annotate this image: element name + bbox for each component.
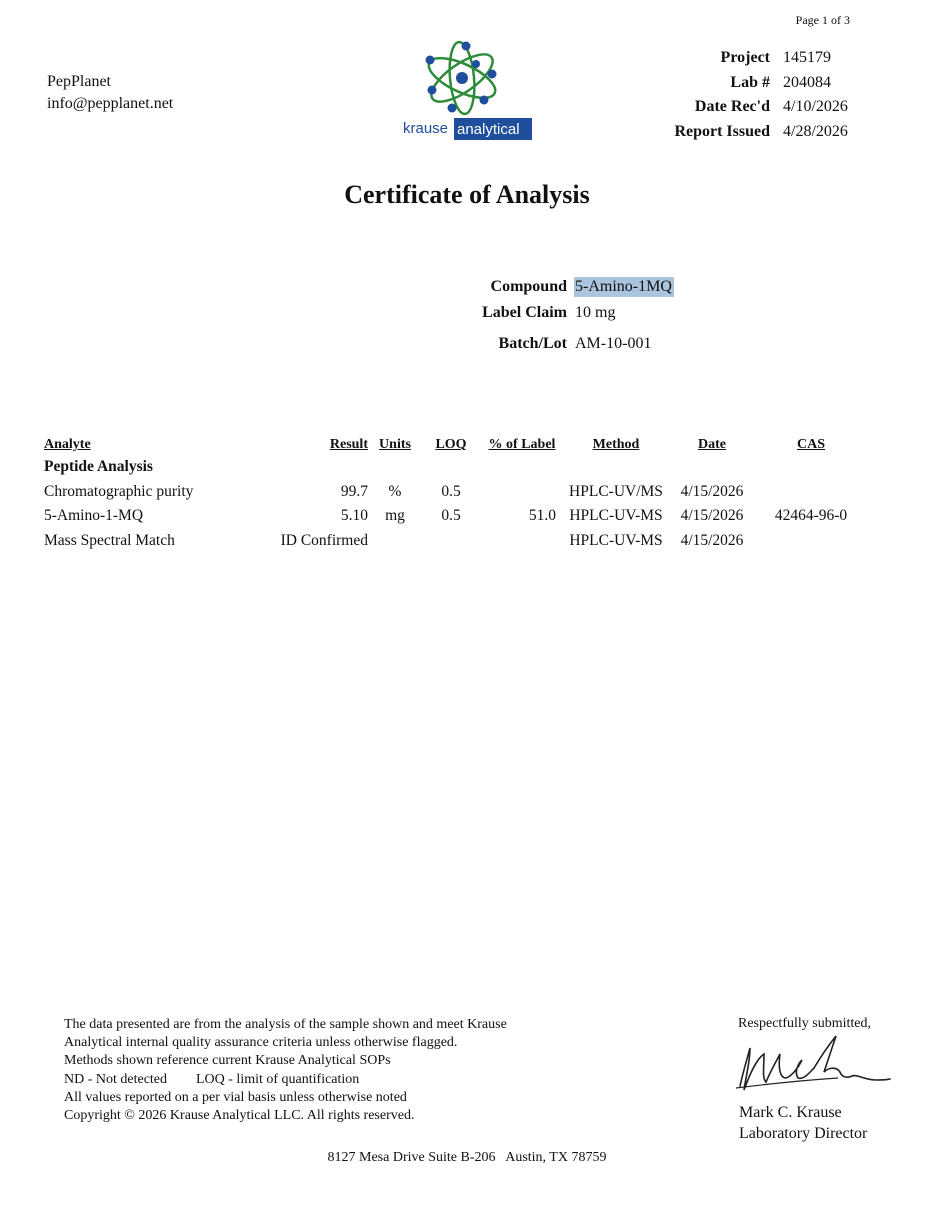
report-info-row	[640, 71, 903, 96]
project-value: 145179	[783, 49, 831, 67]
note-line: Methods shown reference current Krause Analytical SOPs	[64, 1053, 391, 1069]
lab-number-value: 204084	[783, 73, 831, 91]
header-pct-label: % of Label	[488, 437, 556, 452]
note-nd: ND - Not detected	[64, 1071, 168, 1087]
header-analyte: Analyte	[44, 437, 91, 452]
cell-result: 99.7	[340, 482, 368, 500]
cell-date: 4/15/2026	[680, 531, 744, 549]
footnotes	[64, 1016, 507, 1125]
cell-pct-label: 51.0	[528, 507, 556, 525]
header-loq: LOQ	[435, 437, 467, 452]
label-claim-row	[400, 300, 674, 326]
cell-loq: 0.5	[441, 507, 461, 525]
krause-analytical-logo	[400, 36, 540, 146]
cell-cas	[752, 480, 870, 505]
cell-method: HPLC-UV/MS	[569, 482, 663, 500]
note-loq: LOQ - limit of quantification	[196, 1071, 360, 1087]
cell-analyte: Mass Spectral Match	[44, 531, 175, 549]
header-date: Date	[698, 437, 726, 452]
signature-image	[728, 1028, 893, 1100]
cell-cas: 42464-96-0	[774, 507, 848, 525]
date-received-label: Date Rec'd	[694, 98, 770, 116]
note-abbreviations	[64, 1071, 507, 1089]
header-method: Method	[592, 437, 640, 452]
page-title: Certificate of Analysis	[344, 180, 590, 209]
cell-units: %	[388, 482, 402, 500]
batch-value: AM-10-001	[575, 335, 652, 352]
report-info	[640, 46, 903, 144]
page-number: Page 1 of 3	[795, 13, 850, 27]
header-units: Units	[379, 437, 411, 452]
footer-address: 8127 Mesa Drive Suite B-206 Austin, TX 78759	[327, 1150, 607, 1165]
cell-pct-label	[484, 480, 560, 505]
signer-block	[739, 1102, 867, 1144]
cell-units	[372, 529, 418, 554]
compound-row	[400, 274, 674, 300]
header-cas: CAS	[796, 437, 825, 452]
section-row	[40, 455, 870, 480]
lab-number-label: Lab #	[730, 73, 770, 91]
cell-loq: 0.5	[441, 482, 461, 500]
report-issued-label: Report Issued	[674, 122, 770, 140]
signer-name: Mark C. Krause	[739, 1104, 842, 1121]
note-line: All values reported on a per vial basis unless otherwise noted	[64, 1089, 407, 1105]
note-line: The data presented are from the analysis of the sample shown and meet Krause	[64, 1017, 507, 1032]
cell-loq	[418, 529, 484, 554]
cell-cas	[752, 529, 870, 554]
report-issued-value: 4/28/2026	[783, 122, 848, 140]
logo-word-2: analytical	[457, 121, 520, 138]
logo-word-1: krause	[403, 120, 449, 137]
cell-analyte: 5-Amino-1-MQ	[44, 507, 144, 525]
label-claim-value: 10 mg	[575, 304, 616, 321]
section-title: Peptide Analysis	[44, 458, 153, 476]
cell-method: HPLC-UV-MS	[569, 507, 663, 525]
date-received-value: 4/10/2026	[783, 98, 848, 116]
cell-pct-label	[484, 529, 560, 554]
client-name: PepPlanet	[47, 73, 111, 90]
cell-units: mg	[385, 507, 405, 525]
report-info-row	[640, 46, 903, 71]
compound-label: Compound	[490, 278, 567, 295]
report-info-row	[640, 120, 903, 145]
project-label: Project	[720, 49, 770, 67]
cell-analyte: Chromatographic purity	[44, 482, 194, 500]
table-row	[40, 529, 870, 554]
table-row	[40, 504, 870, 529]
cell-date: 4/15/2026	[680, 482, 744, 500]
table-row	[40, 480, 870, 505]
signature-closing: Respectfully submitted,	[738, 1016, 871, 1031]
batch-row	[400, 326, 674, 359]
results-table	[40, 431, 870, 553]
sample-info	[400, 274, 674, 359]
report-info-row	[640, 95, 903, 120]
batch-label: Batch/Lot	[498, 335, 567, 352]
cell-result: ID Confirmed	[280, 531, 368, 549]
compound-value[interactable]: 5-Amino-1MQ	[575, 278, 672, 295]
cell-method: HPLC-UV-MS	[569, 531, 663, 549]
header-result: Result	[329, 437, 368, 452]
label-claim-label: Label Claim	[482, 304, 567, 321]
note-line: Analytical internal quality assurance criteria unless otherwise flagged.	[64, 1035, 458, 1051]
table-header-row	[40, 431, 870, 455]
cell-result: 5.10	[340, 507, 368, 525]
client-info	[47, 71, 173, 115]
cell-date: 4/15/2026	[680, 507, 744, 525]
client-email: info@pepplanet.net	[47, 95, 174, 112]
copyright: Copyright © 2026 Krause Analytical LLC. All rights reserved.	[64, 1108, 415, 1124]
signer-title: Laboratory Director	[739, 1125, 868, 1142]
